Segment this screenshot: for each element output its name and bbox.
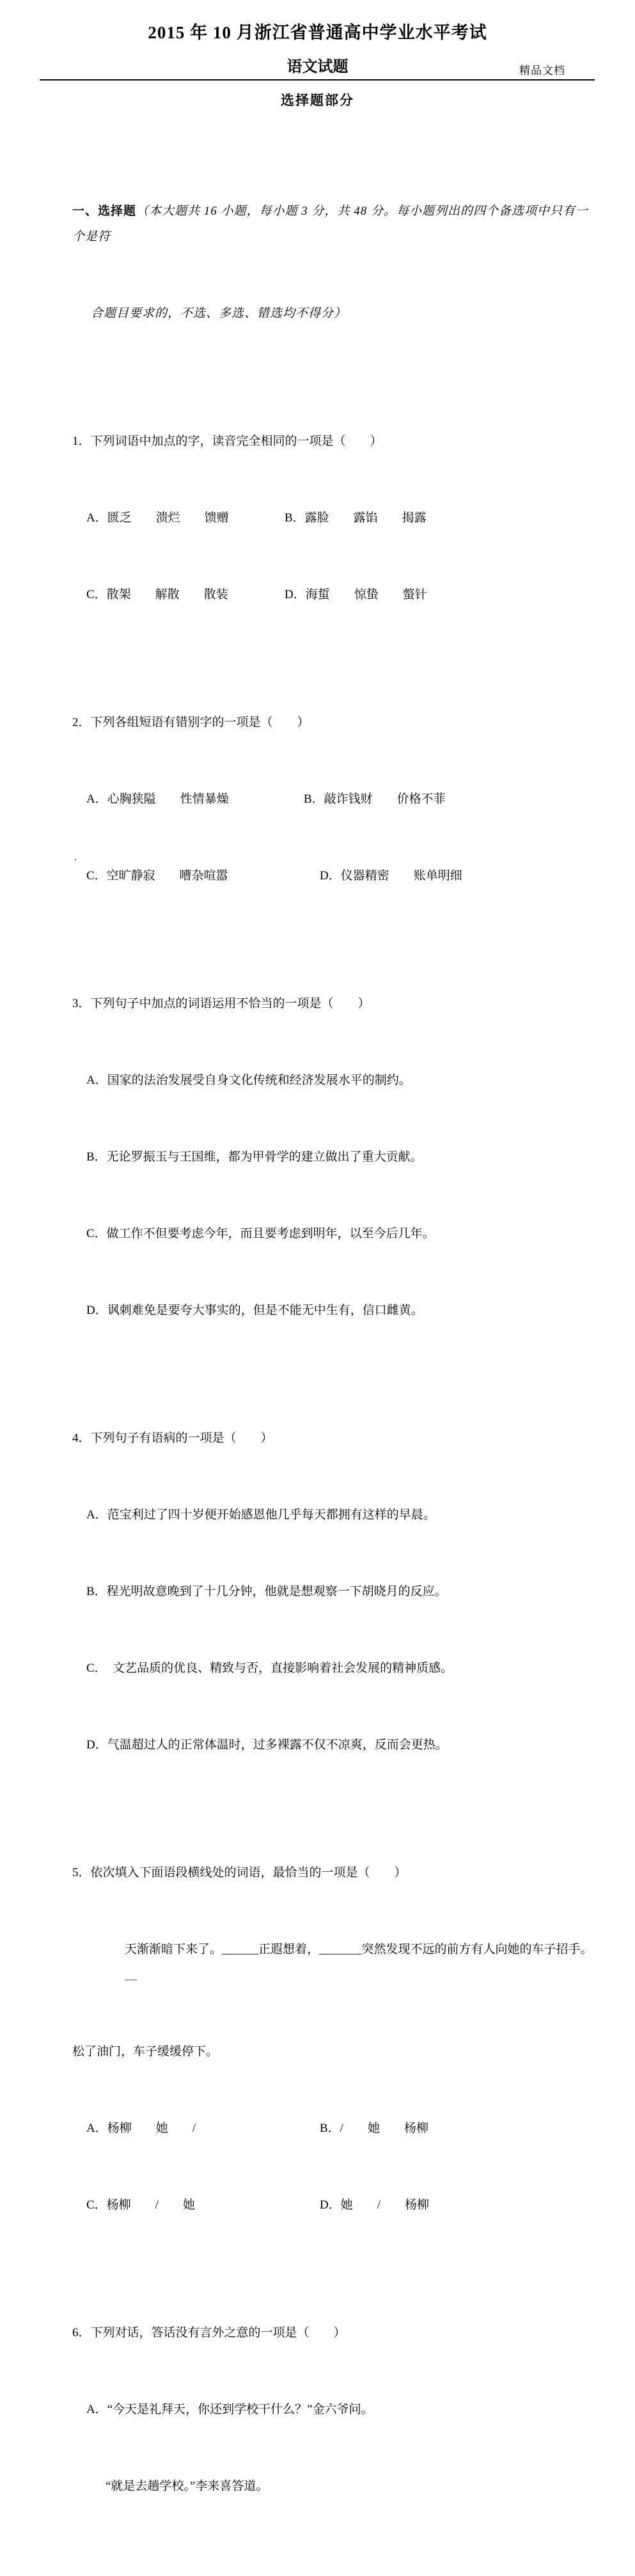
- question-number: 4．: [72, 1431, 91, 1445]
- question-6-option-a-line-2: “就是去趟学校。”李来喜答道。: [106, 2480, 269, 2493]
- question-text: 下列句子有语病的一项是（ ）: [90, 1431, 273, 1445]
- question-5-stem: [72, 1860, 598, 1886]
- question-text: 下列词语中加点的字，读音完全相同的一项是（ ）: [90, 435, 382, 448]
- question-3-option-c: C．做工作不但要考虑今年，而且要考虑到明年，以至今后几年。: [86, 1227, 435, 1240]
- question-1-options-row-1: [72, 505, 598, 531]
- question-4-option-d: D．气温超过人的正常体温时，过多裸露不仅不凉爽，反而会更热。: [86, 1738, 448, 1752]
- option-b: B．敲诈钱财 价格不菲: [304, 792, 446, 806]
- instructions-heading: 一、选择题: [72, 204, 137, 218]
- option-a: A．杨柳 她 /: [86, 2122, 196, 2135]
- question-5-options-row-2: [72, 2193, 598, 2218]
- option-c: C．散架 解散 散装: [86, 588, 228, 601]
- question-number: 6．: [72, 2326, 91, 2340]
- question-text: 下列各组短语有错别字的一项是（ ）: [90, 716, 310, 729]
- exam-subject: 语文试题: [286, 59, 349, 75]
- question-1-options-row-2: [72, 582, 598, 608]
- stray-period-mark: .: [74, 852, 77, 863]
- instructions-text-2: 合题目要求的，不选、多选、错选均不得分）: [91, 307, 347, 320]
- question-3-option-a: A．国家的法治发展受自身文化传统和经济发展水平的制约。: [86, 1074, 411, 1087]
- option-b: B．/ 她 杨柳: [320, 2122, 428, 2135]
- question-number: 5．: [72, 1866, 91, 1879]
- question-text: 下列句子中加点的词语运用不恰当的一项是（ ）: [90, 997, 370, 1010]
- exam-body: [72, 122, 598, 2576]
- question-2-options-row-1: [72, 787, 598, 812]
- section-heading: 选择题部分: [281, 93, 354, 108]
- question-4-stem: [72, 1426, 598, 1451]
- question-4-option-c: C． 文艺品质的优良、精致与否，直接影响着社会发展的精神质感。: [86, 1662, 453, 1675]
- question-number: 2．: [72, 716, 91, 729]
- exam-document-page: [0, 22, 635, 2493]
- question-text: 依次填入下面语段横线处的词语，最恰当的一项是（ ）: [90, 1866, 407, 1879]
- question-1-stem: [72, 429, 598, 454]
- option-b: B．露脸 露馅 揭露: [285, 511, 427, 525]
- question-5-passage-line-2: 松了油门，车子缓缓停下。: [72, 2045, 219, 2058]
- question-3-stem: [72, 991, 598, 1017]
- question-2-stem: [72, 710, 598, 736]
- doc-tag-label: 精品文档: [519, 65, 565, 77]
- option-c: C．杨柳 / 她: [86, 2198, 195, 2212]
- option-d: D．仪器精密 账单明细: [320, 869, 462, 883]
- option-a: A．匮乏 溃烂 馈赠: [86, 511, 229, 525]
- option-d: D．海蜇 惊蛰 螫针: [285, 588, 427, 601]
- question-6-option-a-line-1: A．“今天是礼拜天，你还到学校干什么？”金六爷问。: [86, 2403, 373, 2416]
- instructions-line-2: [72, 301, 598, 327]
- option-a: A．心胸狭隘 性情暴燥: [86, 792, 229, 806]
- question-4-option-b: B．程光明故意晚到了十几分钟，他就是想观察一下胡晓月的反应。: [86, 1585, 447, 1598]
- option-d: D．她 / 杨柳: [320, 2198, 430, 2212]
- page-header: [40, 61, 595, 81]
- question-5-passage-line-1: 天渐渐暗下来了。______正遐想着，_______突然发现不远的前方有人向她的车子招手。＿: [125, 1943, 593, 1982]
- question-3-option-d: D．讽刺难免是要夸大事实的，但是不能无中生有，信口雌黄。: [86, 1304, 423, 1317]
- instructions-text-1: （本大题共 16 小题，每小题 3 分，共 48 分。每小题列出的四个备选项中只有一个是符: [72, 204, 589, 243]
- question-number: 3．: [72, 997, 91, 1010]
- question-6-stem: [72, 2320, 598, 2346]
- option-c: C．空旷静寂 嘈杂喧嚣: [86, 869, 228, 883]
- question-text: 下列对话，答话没有言外之意的一项是（ ）: [90, 2326, 346, 2340]
- question-number: 1．: [72, 435, 91, 448]
- question-4-option-a: A．范宝利过了四十岁便开始感恩他几乎每天都拥有这样的早晨。: [86, 1508, 435, 1522]
- instructions-line-1: [72, 199, 598, 250]
- exam-title: 2015 年 10 月浙江省普通高中学业水平考试: [148, 23, 487, 42]
- question-5-options-row-1: [72, 2116, 598, 2141]
- question-2-options-row-2: [72, 863, 598, 889]
- question-3-option-b: B．无论罗振玉与王国维，都为甲骨学的建立做出了重大贡献。: [86, 1150, 423, 1164]
